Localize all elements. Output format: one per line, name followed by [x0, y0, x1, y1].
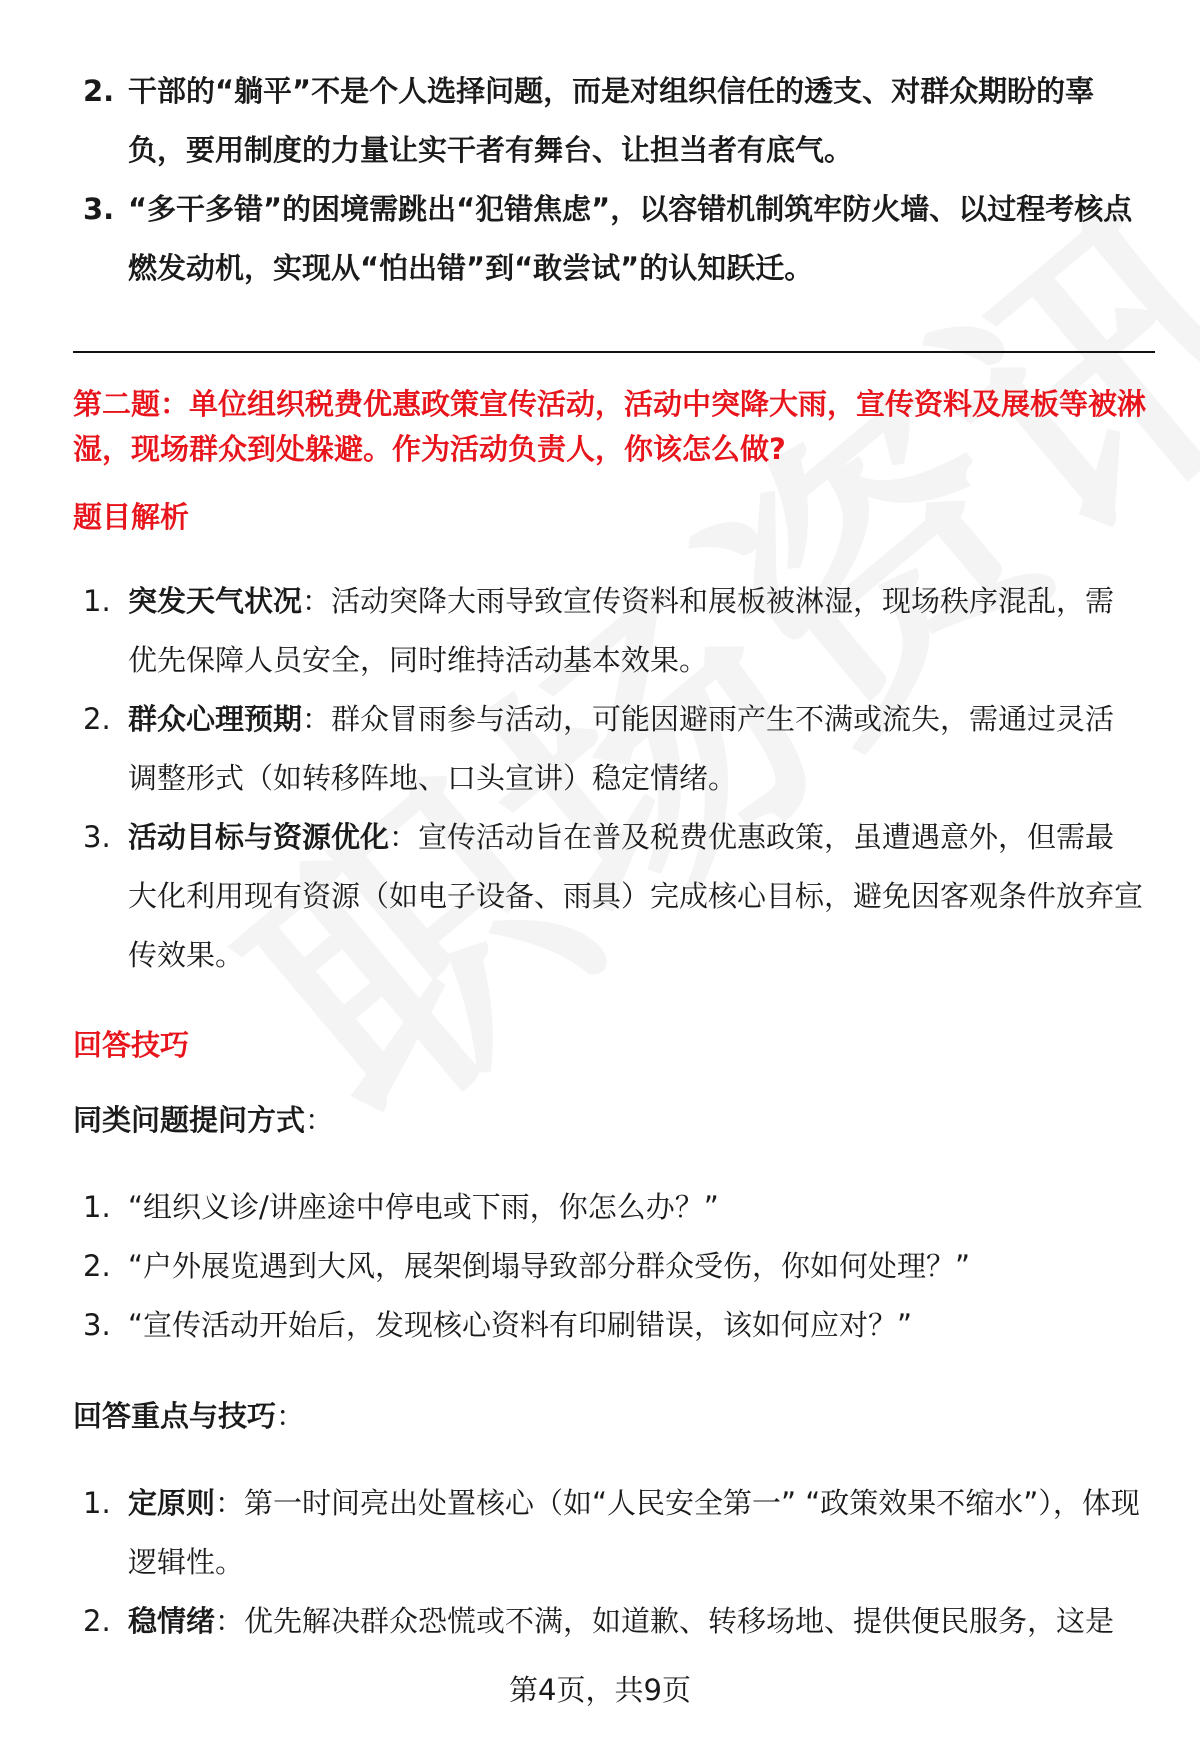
item-label: 群众心理预期 [128, 702, 303, 736]
item-label: 定原则 [128, 1486, 216, 1520]
list-item [0, 1178, 1143, 1237]
list-number: 2. [83, 1249, 111, 1283]
list-item [0, 62, 1143, 180]
section-divider [73, 351, 1155, 353]
list-number: 1. [83, 584, 111, 618]
key-points-list [0, 1474, 1200, 1651]
list-text: “户外展览遇到大风，展架倒塌导致部分群众受伤，你如何处理？” [128, 1249, 971, 1283]
similar-questions-label: 同类问题提问方式 [73, 1103, 306, 1137]
item-text: ：第一时间亮出处置核心（如“人民安全第一” “政策效果不缩水”），体现逻辑性。 [128, 1486, 1140, 1579]
list-item [0, 1592, 1143, 1651]
list-number: 3. [83, 820, 111, 854]
list-number: 2. [83, 702, 111, 736]
item-label: 稳情绪 [128, 1604, 216, 1638]
list-item [0, 808, 1143, 985]
key-points-label: 回答重点与技巧 [73, 1399, 277, 1433]
item-text: ：宣传活动旨在普及税费优惠政策，虽遭遇意外，但需最大化利用现有资源（如电子设备、雨具）完成核心目标，避免因客观条件放弃宣传效果。 [128, 820, 1144, 972]
list-number: 2. [83, 1604, 111, 1638]
colon: ： [276, 1399, 306, 1433]
item-text: ：群众冒雨参与活动，可能因避雨产生不满或流失，需通过灵活调整形式（如转移阵地、口头宣讲）稳定情绪。 [128, 702, 1115, 795]
page-footer: 第4页，共9页 [509, 1673, 691, 1707]
similar-questions-heading [73, 1100, 334, 1140]
analysis-list [0, 572, 1200, 985]
question-title: 第二题：单位组织税费优惠政策宣传活动，活动中突降大雨，宣传资料及展板等被淋湿，现场群众到处躲避。作为活动负责人，你该怎么做? [73, 387, 1147, 466]
top-list [0, 62, 1200, 298]
list-item [0, 1296, 1143, 1355]
list-item [0, 690, 1143, 808]
item-text: ：活动突降大雨导致宣传资料和展板被淋湿，现场秩序混乱，需优先保障人员安全，同时维持活动基本效果。 [128, 584, 1115, 677]
list-text: “组织义诊/讲座途中停电或下雨，你怎么办？” [128, 1190, 719, 1224]
item-label: 活动目标与资源优化 [128, 820, 390, 854]
colon: ： [305, 1103, 335, 1137]
list-text: “多干多错”的困境需跳出“犯错焦虑”，以容错机制筑牢防火墙、以过程考核点燃发动机，实现从“怕出错”到“敢尝试”的认知跃迁。 [128, 192, 1133, 285]
key-points-heading [73, 1396, 305, 1436]
list-number: 1. [83, 1486, 111, 1520]
list-item [0, 180, 1143, 298]
list-item [0, 572, 1143, 690]
list-number: 3. [83, 1308, 111, 1342]
list-number: 1. [83, 1190, 111, 1224]
list-number: 3. [83, 192, 115, 226]
list-text: “宣传活动开始后，发现核心资料有印刷错误，该如何应对？” [128, 1308, 913, 1342]
list-number: 2. [83, 74, 115, 108]
item-text: ：优先解决群众恐慌或不满，如道歉、转移场地、提供便民服务，这是 [215, 1604, 1115, 1638]
list-text: 干部的“躺平”不是个人选择问题，而是对组织信任的透支、对群众期盼的辜负，要用制度的力量让实干者有舞台、让担当者有底气。 [128, 74, 1095, 167]
list-item [0, 1237, 1143, 1296]
tips-heading: 回答技巧 [73, 1028, 190, 1062]
item-label: 突发天气状况 [128, 584, 303, 618]
analysis-heading: 题目解析 [73, 500, 190, 534]
similar-questions-list [0, 1178, 1200, 1355]
list-item [0, 1474, 1143, 1592]
